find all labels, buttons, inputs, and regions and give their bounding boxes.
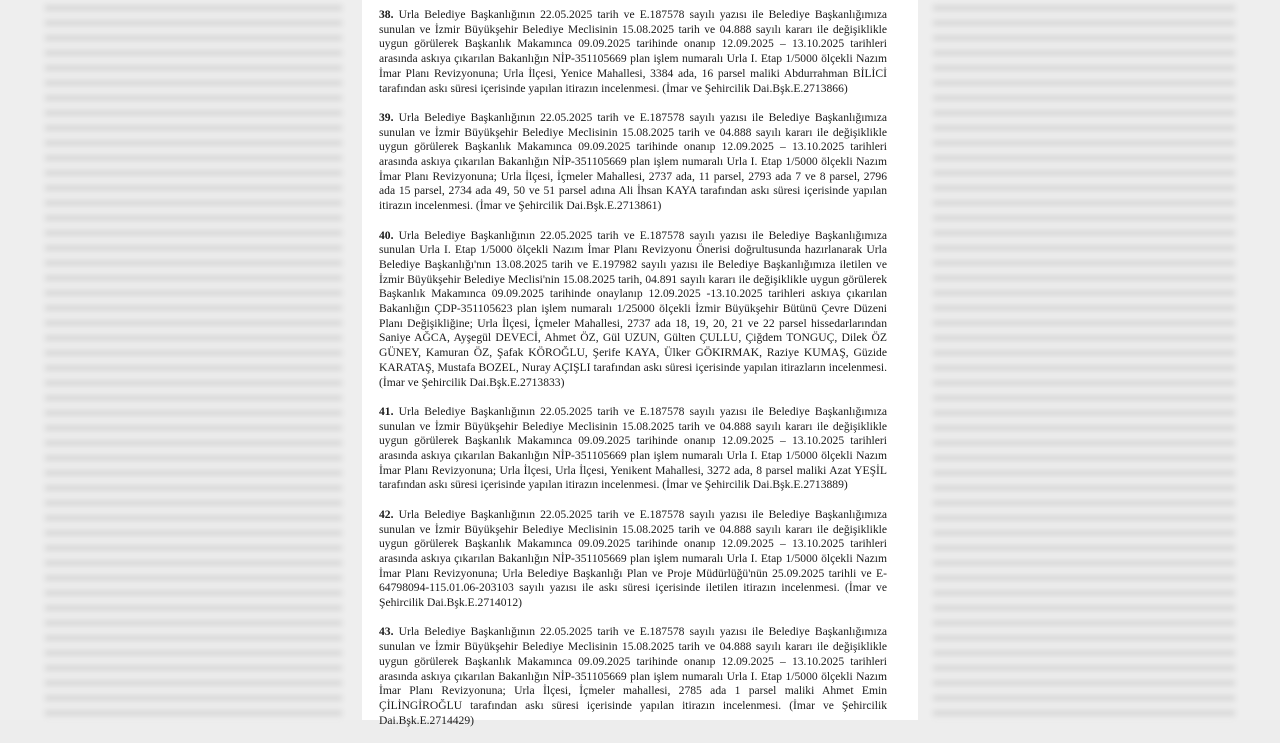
agenda-item-39 xyxy=(379,111,887,214)
item-number: 41. xyxy=(379,404,394,418)
item-text: Urla Belediye Başkanlığının 22.05.2025 tarih ve E.187578 sayılı yazısı ile Belediye Başkanlığımıza sunulan Urla I. Etap 1/5000 ölçekli Nazım İmar Planı Revizyonu Önerisi doğrultusunda hazırlanarak Urla Belediye Başkanlığı'nın 13.08.2025 tarih ve E.197982 sayılı yazısı ile Belediye Başkanlığımıza iletilen ve İzmir Büyükşehir Belediye Meclisi'nin 15.08.2025 tarih, 04.891 sayılı kararı ile değişiklikle uygun görülerek Başkanlık Makamınca 09.09.2025 tarihinde onaylanıp 12.09.2025 -13.10.2025 tarihleri askıya çıkarılan Bakanlığın ÇDP-351105623 plan işlem numaralı 1/25000 ölçekli İzmir Büyükşehir Bütünü Çevre Düzeni Planı Değişikliğine; Urla İlçesi, İçmeler Mahallesi, 2737 ada 18, 19, 20, 21 ve 22 parsel hissedarlarından Saniye AĞCA, Ayşegül DEVECİ, Ahmet ÖZ, Gül UZUN, Gülten ÇULLU, Çiğdem TONGUÇ, Dilek ÖZ GÜNEY, Kamuran ÖZ, Şafak KÖROĞLU, Şerife KAYA, Ülker GÖKIRMAK, Raziye KUMAŞ, Güzide KARATAŞ, Mustafa BOZEL, Nuray AÇIŞLI tarafından askı süresi içerisinde yapılan itirazların incelenmesi. (İmar ve Şehircilik Dai.Bşk.E.2713833) xyxy=(379,228,887,389)
agenda-item-42 xyxy=(379,508,887,611)
agenda-item-list xyxy=(379,8,887,743)
agenda-item-41 xyxy=(379,405,887,493)
blurred-background-right xyxy=(918,0,1280,720)
item-number: 39. xyxy=(379,110,394,124)
blurred-background-left xyxy=(0,0,362,720)
agenda-item-38 xyxy=(379,8,887,96)
item-text: Urla Belediye Başkanlığının 22.05.2025 tarih ve E.187578 sayılı yazısı ile Belediye Başkanlığımıza sunulan ve İzmir Büyükşehir Belediye Meclisinin 15.08.2025 tarih ve 04.888 sayılı kararı ile değişiklikle uygun görülerek Başkanlık Makamınca 09.09.2025 tarihinde onanıp 12.09.2025 – 13.10.2025 tarihleri arasında askıya çıkarılan Bakanlığın NİP-351105669 plan işlem numaralı Urla I. Etap 1/5000 ölçekli Nazım İmar Planı Revizyonuna; Urla Belediye Başkanlığı Plan ve Proje Müdürlüğü'nün 25.09.2025 tarihli ve E-64798094-115.01.06-203103 sayılı yazısı ile askı süresi içerisinde iletilen itirazın incelenmesi. (İmar ve Şehircilik Dai.Bşk.E.2714012) xyxy=(379,507,887,610)
blurred-text-left xyxy=(45,0,342,720)
blurred-text-right xyxy=(933,0,1235,720)
item-number: 43. xyxy=(379,625,394,639)
item-text: Urla Belediye Başkanlığının 22.05.2025 tarih ve E.187578 sayılı yazısı ile Belediye Başkanlığımıza sunulan ve İzmir Büyükşehir Belediye Meclisinin 15.08.2025 tarih ve 04.888 sayılı kararı ile değişiklikle uygun görülerek Başkanlık Makamınca 09.09.2025 tarihinde onanıp 12.09.2025 – 13.10.2025 tarihleri arasında askıya çıkarılan Bakanlığın NİP-351105669 plan işlem numaralı Urla I. Etap 1/5000 ölçekli Nazım İmar Planı Revizyonuna; Urla İlçesi, İçmeler mahallesi, 2785 ada 1 parsel maliki Ahmet Emin ÇİLİNGİROĞLU tarafından askı süresi içerisinde yapılan itirazın incelenmesi. (İmar ve Şehircilik Dai.Bşk.E.2714429) xyxy=(379,625,887,727)
item-text: Urla Belediye Başkanlığının 22.05.2025 tarih ve E.187578 sayılı yazısı ile Belediye Başkanlığımıza sunulan ve İzmir Büyükşehir Belediye Meclisinin 15.08.2025 tarih ve 04.888 sayılı kararı ile değişiklikle uygun görülerek Başkanlık Makamınca 09.09.2025 tarihinde onanıp 12.09.2025 – 13.10.2025 tarihleri arasında askıya çıkarılan Bakanlığın NİP-351105669 plan işlem numaralı Urla I. Etap 1/5000 ölçekli Nazım İmar Planı Revizyonuna; Urla İlçesi, Urla İlçesi, Yenikent Mahallesi, 3272 ada, 8 parsel maliki Azat YEŞİL tarafından askı süresi içerisinde yapılan itirazın incelenmesi. (İmar ve Şehircilik Dai.Bşk.E.2713889) xyxy=(379,404,887,492)
item-number: 42. xyxy=(379,507,394,521)
item-number: 38. xyxy=(379,8,394,21)
item-text: Urla Belediye Başkanlığının 22.05.2025 tarih ve E.187578 sayılı yazısı ile Belediye Başkanlığımıza sunulan ve İzmir Büyükşehir Belediye Meclisinin 15.08.2025 tarih ve 04.888 sayılı kararı ile değişiklikle uygun görülerek Başkanlık Makamınca 09.09.2025 tarihinde onanıp 12.09.2025 – 13.10.2025 tarihleri arasında askıya çıkarılan Bakanlığın NİP-351105669 plan işlem numaralı Urla I. Etap 1/5000 ölçekli Nazım İmar Planı Revizyonuna; Urla İlçesi, İçmeler Mahallesi, 2737 ada, 11 parsel, 2793 ada 7 ve 8 parsel, 2796 ada 15 parsel, 2734 ada 49, 50 ve 51 parsel adına Ali İhsan KAYA tarafından askı süresi içerisinde yapılan itirazın incelenmesi. (İmar ve Şehircilik Dai.Bşk.E.2713861) xyxy=(379,110,887,213)
item-number: 40. xyxy=(379,228,394,242)
item-text: Urla Belediye Başkanlığının 22.05.2025 tarih ve E.187578 sayılı yazısı ile Belediye Başkanlığımıza sunulan ve İzmir Büyükşehir Belediye Meclisinin 15.08.2025 tarih ve 04.888 sayılı kararı ile değişiklikle uygun görülerek Başkanlık Makamınca 09.09.2025 tarihinde onanıp 12.09.2025 – 13.10.2025 tarihleri arasında askıya çıkarılan Bakanlığın NİP-351105669 plan işlem numaralı Urla I. Etap 1/5000 ölçekli Nazım İmar Planı Revizyonuna; Urla İlçesi, Yenice Mahallesi, 3384 ada, 16 parsel maliki Abdurrahman BİLİCİ tarafından askı süresi içerisinde yapılan itirazın incelenmesi. (İmar ve Şehircilik Dai.Bşk.E.2713866) xyxy=(379,8,887,95)
agenda-item-40 xyxy=(379,229,887,391)
agenda-item-43 xyxy=(379,625,887,728)
document-page xyxy=(362,0,918,727)
